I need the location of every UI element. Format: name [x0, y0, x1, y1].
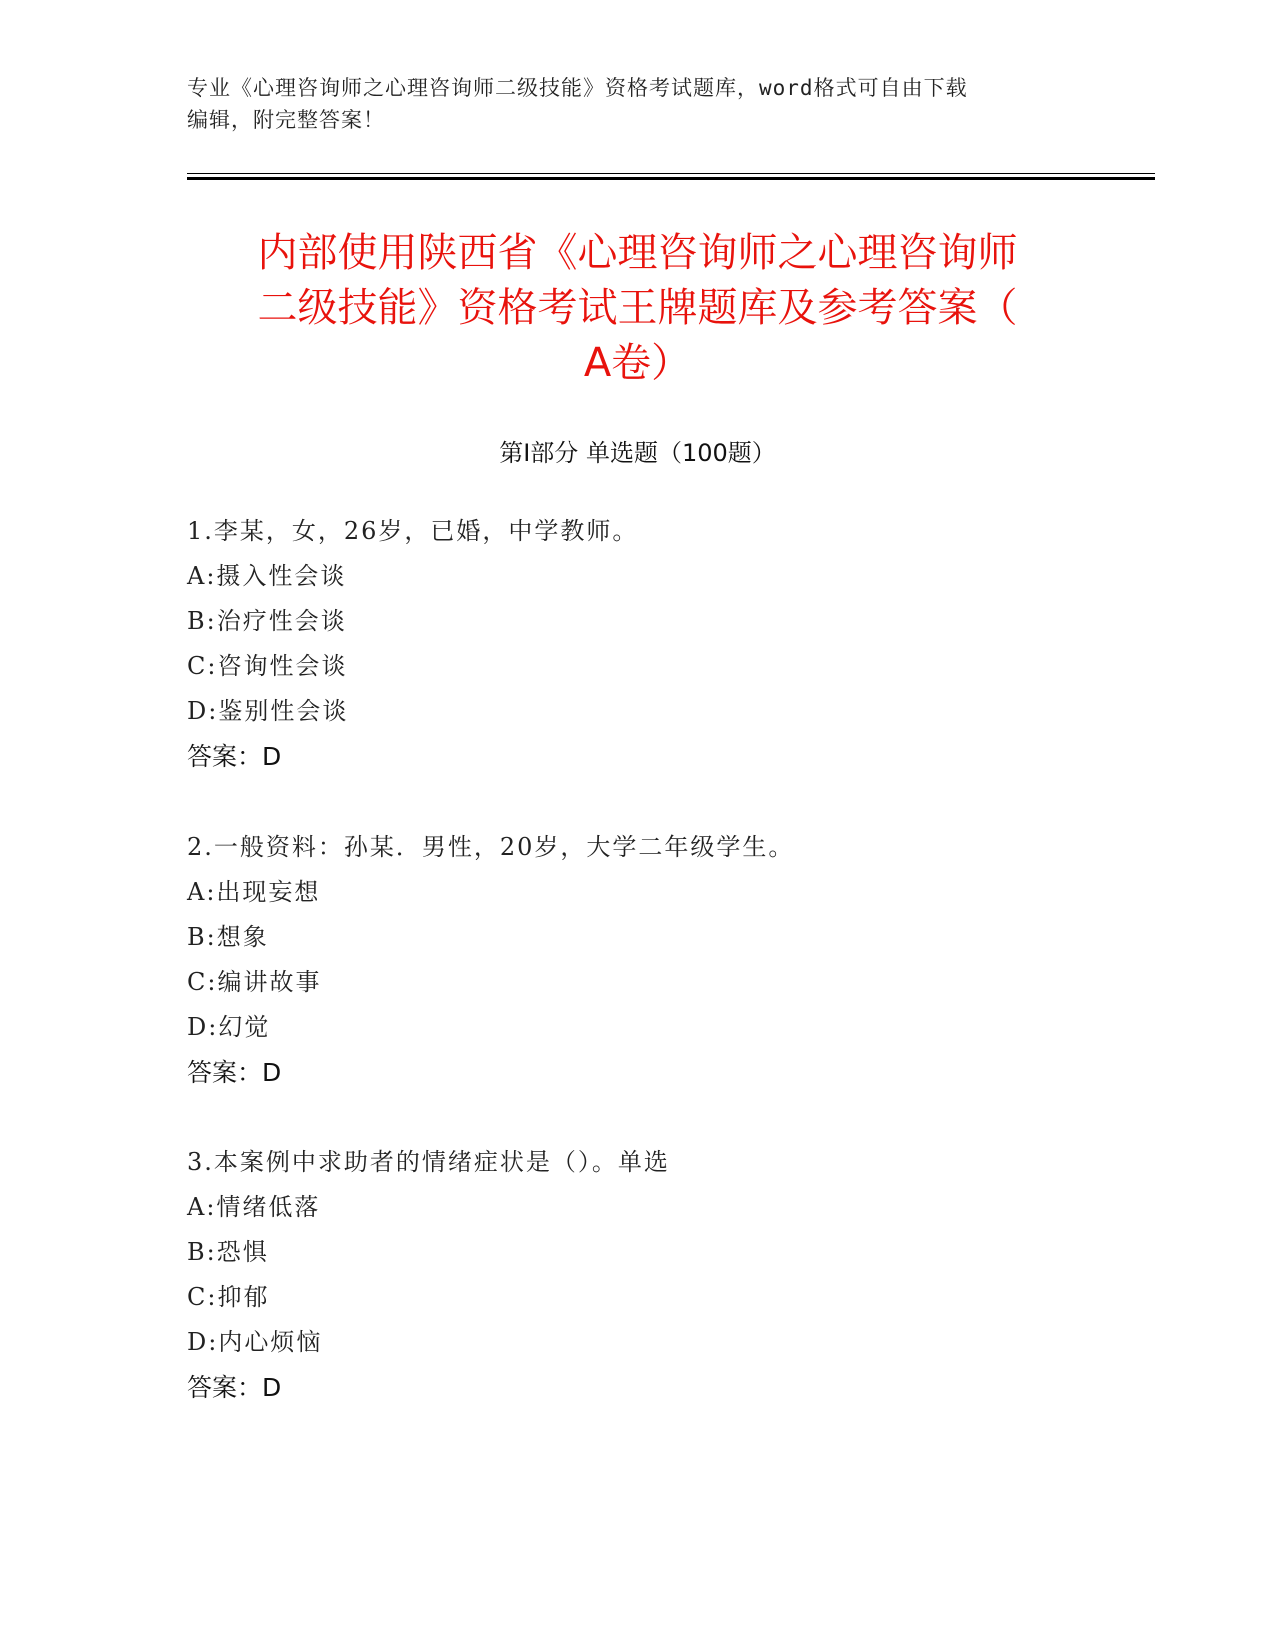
- header-note-line-2: 编辑，附完整答案！: [187, 108, 385, 132]
- header-divider-thin: [187, 173, 1155, 174]
- option-b: B:想象: [187, 923, 269, 951]
- option-a: A:摄入性会谈: [187, 562, 347, 590]
- answer: 答案：D: [187, 742, 282, 771]
- document-title-line-2: 二级技能》资格考试王牌题库及参考答案（: [257, 285, 1018, 331]
- option-d: D:内心烦恼: [187, 1328, 323, 1356]
- option-b: B:治疗性会谈: [187, 607, 347, 635]
- question-1: [187, 509, 1087, 779]
- question-stem: 3.本案例中求助者的情绪症状是（）。单选: [187, 1148, 670, 1176]
- section-title: 第Ⅰ部分 单选题（100题）: [499, 439, 776, 467]
- answer: 答案：D: [187, 1058, 282, 1087]
- option-c: C:编讲故事: [187, 968, 322, 996]
- document-title: [160, 226, 1115, 391]
- header-note: [187, 72, 1087, 136]
- question-3: [187, 1140, 1087, 1410]
- option-a: A:出现妄想: [187, 878, 321, 906]
- question-stem: 1.李某，女，26岁，已婚，中学教师。: [187, 517, 639, 545]
- document-title-line-1: 内部使用陕西省《心理咨询师之心理咨询师: [257, 230, 1018, 276]
- option-a: A:情绪低落: [187, 1193, 321, 1221]
- question-stem: 2.一般资料：孙某．男性，20岁，大学二年级学生。: [187, 833, 795, 861]
- header-note-line-1: 专业《心理咨询师之心理咨询师二级技能》资格考试题库，word格式可自由下载: [187, 76, 968, 100]
- document-title-line-3: A卷）: [583, 340, 692, 386]
- option-d: D:鉴别性会谈: [187, 697, 349, 725]
- option-b: B:恐惧: [187, 1238, 269, 1266]
- option-c: C:咨询性会谈: [187, 652, 348, 680]
- header-divider-thick: [187, 177, 1155, 180]
- option-d: D:幻觉: [187, 1013, 271, 1041]
- option-c: C:抑郁: [187, 1283, 270, 1311]
- answer: 答案：D: [187, 1373, 282, 1402]
- question-2: [187, 825, 1087, 1095]
